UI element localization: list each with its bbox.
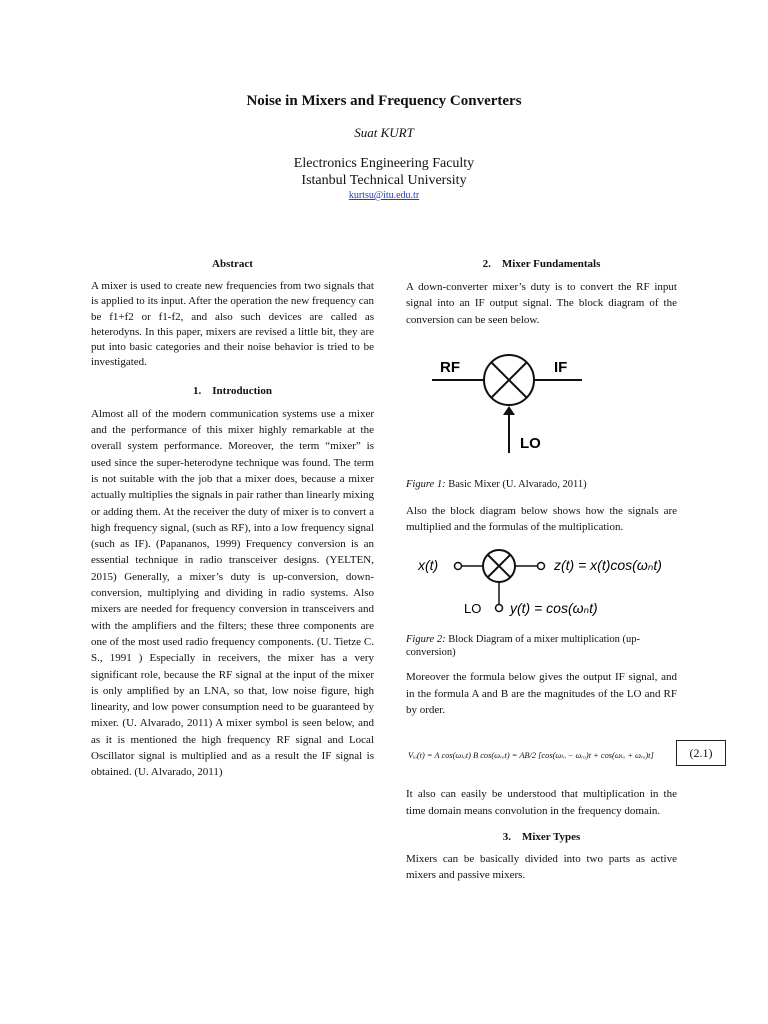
label-lo-2: LO — [464, 601, 482, 617]
author-name: Suat KURT — [354, 125, 414, 140]
lo-node — [496, 605, 503, 612]
input-node — [455, 563, 462, 570]
label-x-of-t: x(t) — [418, 557, 439, 574]
mixer-types-text: Mixers can be basically divided into two parts as active mixers and passive mixers. — [406, 852, 677, 882]
fundamentals-p1: A down-converter mixer’s duty is to convert the RF input signal into an IF output signal. The block diagram of the conversion can be seen below. — [406, 281, 677, 326]
label-lo: LO — [520, 434, 541, 452]
fundamentals-p2: Also the block diagram below shows how the signals are multiplied and the formulas of the multiplication. — [406, 504, 677, 534]
fundamentals-p4: It also can easily be understood that multiplication in the time domain means convolution in the frequency domain. — [406, 788, 677, 817]
label-rf: RF — [440, 358, 460, 376]
figure-1-caption — [406, 478, 677, 491]
paper-title: Noise in Mixers and Frequency Converters — [246, 93, 522, 109]
label-y-of-t: y(t) = cos(ωₙt) — [510, 600, 598, 617]
affiliation-faculty: Electronics Engineering Faculty — [293, 156, 475, 171]
mixer-types-heading: 3. Mixer Types — [502, 830, 581, 843]
right-column — [406, 258, 713, 884]
abstract-heading: Abstract — [212, 258, 253, 270]
fundamentals-p3: Moreover the formula below gives the output IF signal, and in the formula A and B are the magnitudes of the LO and RF by order. — [406, 671, 677, 717]
fundamentals-heading: 2. Mixer Fundamentals — [482, 258, 601, 270]
figure-2-caption — [406, 633, 677, 659]
email-link[interactable]: kurtsu@itu.edu.tr — [348, 190, 420, 201]
affiliation-university: Istanbul Technical University — [301, 173, 467, 188]
equation: Vᵢₒ(t) = A cos(ωₗₒt) B cos(ωᵣₒt) = AB/2 [cos(ωₗₒ − ωᵣₒ)t + cos(ωₗₒ + ωᵣₒ)t] — [408, 751, 654, 761]
equation-number: (2.1) — [676, 740, 726, 766]
left-column — [91, 258, 374, 781]
lo-arrow-head — [503, 406, 515, 415]
figure-1-basic-mixer — [406, 350, 677, 460]
label-z-of-t: z(t) = x(t)cos(ωₙt) — [554, 557, 662, 574]
equation-row — [406, 740, 713, 778]
figure-2-caption-label: Figure 2: — [406, 634, 446, 646]
introduction-text: Almost all of the modern communication systems use a mixer and the performance of this mixer highly remarkable at the overall system performance. Moreover, the term “mixer” is used since the super-heterodyne technique was found. The term is not suitable with the job that a mixer does, because a mixer actually multiplies the signals in pair rather than linearly mixing or adding them. At the receiver the duty of mixer is to convert a high frequency signal, (such as RF), into a low frequency signal (such as IF). (Papananos, 1999) Frequency conversion is an essential technique in radio transceiver designs. (YELTEN, 2015) Generally, a mixer’s duty is up-conversion, down-conversion, multiplying and dividing in radio systems. Also mixers are needed for frequency conversion in transceivers and with the amplifiers and the filters; these three components are one of the most used radio frequency components. (U. Tietze C. S., 1991 ) Especially in receivers, the mixer has a very significant role, because the RF signal at the input of the mixer is only amplified by an LNA, so that, low noise figure, high linearity, and low power consumption need to be guaranteed by mixer. (U. Alvarado, 2011) A mixer symbol is seen below, and as it is mentioned the high frequency RF signal and Local Oscillator signal is multiplied and as a result the IF signal is obtained. (U. Alvarado, 2011) — [91, 407, 374, 779]
abstract-text: A mixer is used to create new frequencies from two signals that is applied to its input. After the operation the new frequency can be f1+f2 or f1-f2, and also such devices are called as heterodyns. In this paper, mixers are revised a little bit, they are put into basic categories and their noise behavior is tried to be investigated. — [91, 280, 374, 369]
figure-2-mixer-multiplication — [406, 549, 677, 629]
figure-1-caption-label: Figure 1: — [406, 478, 446, 490]
affiliation — [0, 155, 768, 189]
figure-2-caption-text: Block Diagram of a mixer multiplication (up-conversion) — [406, 634, 641, 659]
introduction-heading: 1. Introduction — [193, 384, 272, 397]
output-node — [538, 563, 545, 570]
label-if: IF — [554, 358, 568, 376]
figure-1-caption-text: Basic Mixer (U. Alvarado, 2011) — [445, 478, 587, 490]
